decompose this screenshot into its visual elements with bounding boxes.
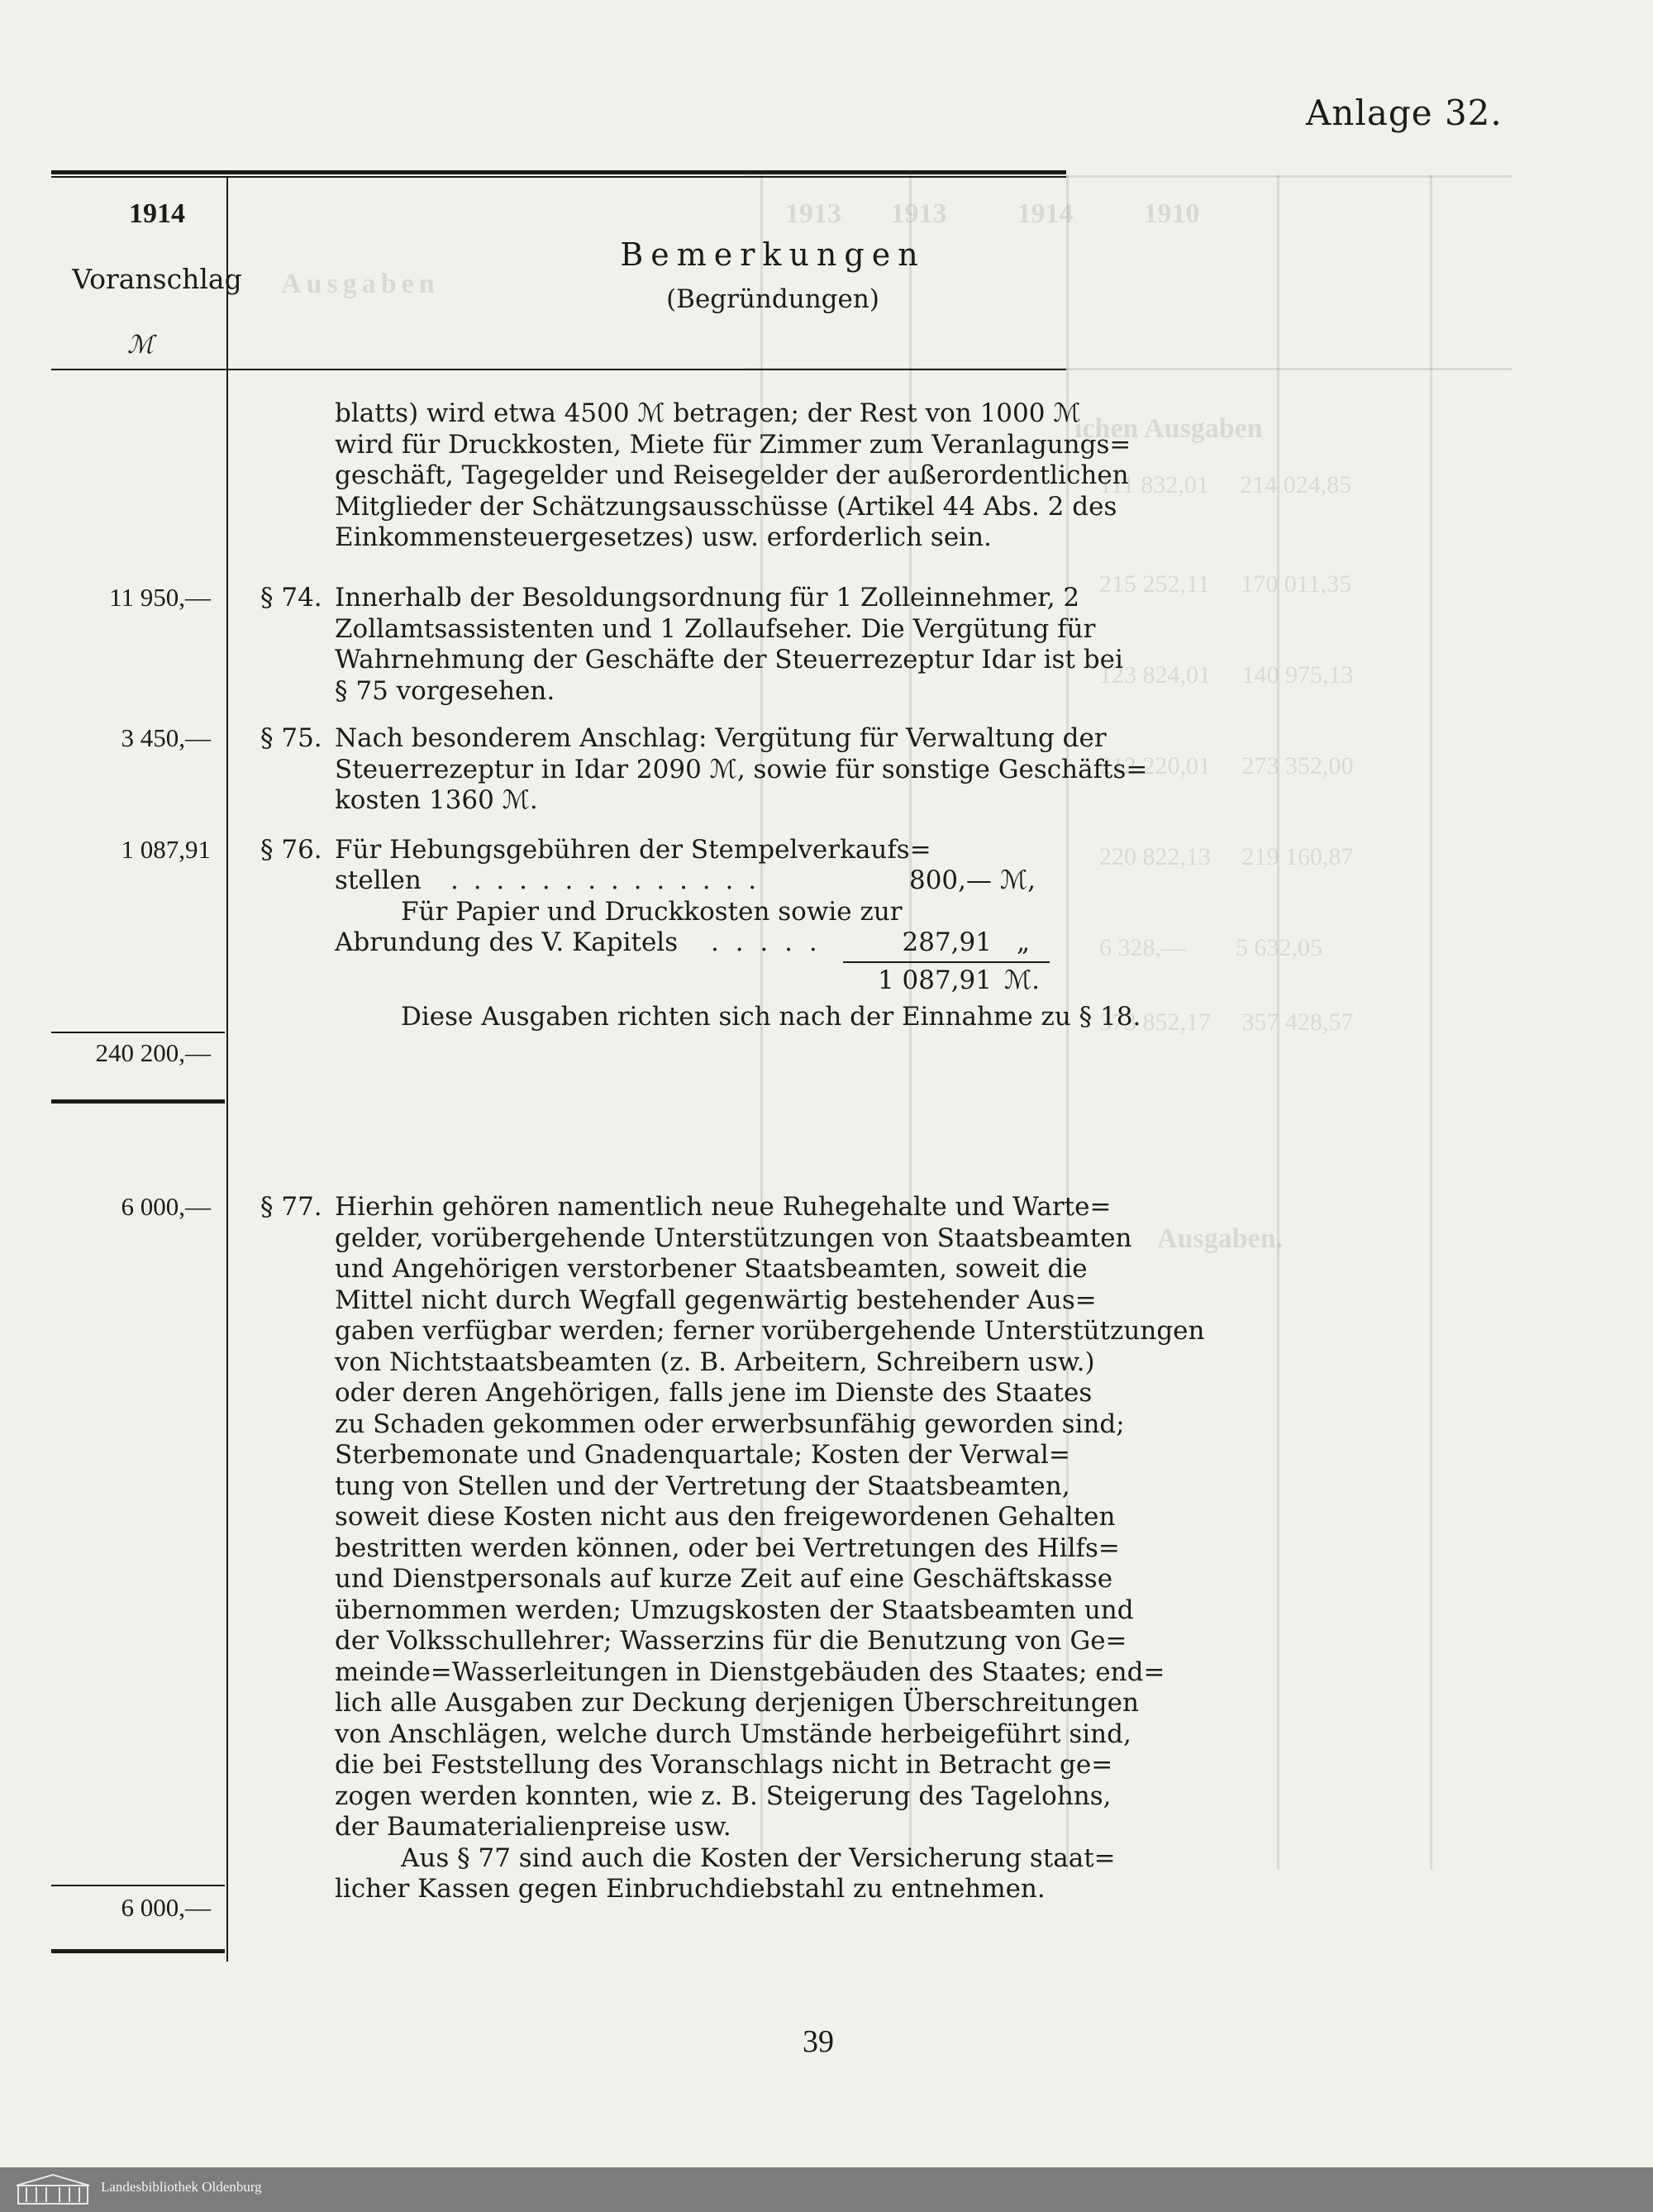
column-remarks-title: Bemerkungen (620, 236, 926, 273)
paragraph-77: § 77. (260, 1192, 322, 1222)
amount-75: 3 450,— (121, 723, 211, 752)
annex-label: Anlage 32. (1306, 93, 1503, 133)
column-voranschlag: Voranschlag (72, 263, 242, 295)
subtotal-1: 240 200,— (95, 1038, 211, 1067)
library-building-icon (15, 2172, 91, 2207)
continuation-text: blatts) wird etwa 4500 ℳ betragen; der Rest von 1000 ℳ wird für Druckkosten, Miete für Zimmer zum Veranlagungs= geschäft, Tagegelder und Reisegelder der außerordentlichen Mitglieder der Schätzungsausschüsse (Artikel 44 Abs. 2 des Einkommensteuergesetzes) usw. erforderlich sein. (335, 398, 1131, 552)
paragraph-75: § 75. (260, 723, 322, 753)
library-name: Landesbibliothek Oldenburg (101, 2179, 262, 2195)
paragraph-76: § 76. (260, 835, 322, 865)
column-year: 1914 (129, 198, 185, 229)
text-74: Innerhalb der Besoldungsordnung für 1 Zolleinnehmer, 2 Zollamtsassistenten und 1 Zollaufseher. Die Vergütung für Wahrnehmung der Geschäfte der Steuerrezeptur Idar ist bei § 75 vorgesehen. (335, 583, 1123, 706)
text-75: Nach besonderem Anschlag: Vergütung für Verwaltung der Steuerrezeptur in Idar 2090 ℳ, sowie für sonstige Geschäfts= kosten 1360 ℳ. (335, 723, 1148, 815)
text-77: Hierhin gehören namentlich neue Ruhegehalte und Warte= gelder, vorübergehende Unterstützungen von Staatsbeamten und Angehörigen verstorbener Staatsbeamten, soweit die Mittel nicht durch Wegfall gegenwärtig bestehender Aus= gaben verfügbar werden; ferner vorübergehende Unterstützungen von Nichtstaatsbeamten (z. B. Arbeitern, Schreibern usw.) oder deren Angehörigen, falls jene im Dienste des Staates zu Schaden gekommen oder erwerbsunfähig geworden sind; Sterbemonate und Gnadenquartale; Kosten der Verwal= tung von Stellen und der Vertretung der Staatsbeamten, soweit diese Kosten nicht aus den freigewordenen Gehalten bestritten werden können, oder bei Vertretungen des Hilfs= und Dienstpersonals auf kurze Zeit auf eine Geschäftskasse übernommen werden; Umzugskosten der Staatsbeamten und der Volksschullehrer; Wasserzins für die Benutzung von Ge= meinde=Wasserleitungen in Dienstgebäuden des Staates; end= lich alle Ausgaben zur Deckung derjenigen Überschreitungen von Anschlägen, welche durch Umstände herbeigeführt sind, die bei Feststellung des Voranschlags nicht in Betracht ge= zogen werden konnten, wie z. B. Steigerung des Tagelohns, der Baumaterialienpreise usw. Aus § 77 sind auch die Kosten der Versicherung staat= licher Kassen gegen Einbruchdiebstahl zu entnehmen. (335, 1192, 1205, 1904)
amount-77: 6 000,— (121, 1192, 211, 1221)
paragraph-74: § 74. (260, 583, 322, 613)
page-number: 39 (803, 2024, 834, 2059)
amount-76: 1 087,91 (121, 835, 211, 864)
subtotal-2: 6 000,— (121, 1893, 211, 1922)
column-remarks-subtitle: (Begründungen) (666, 284, 879, 314)
column-unit: ℳ (126, 331, 155, 360)
amount-74: 11 950,— (109, 583, 211, 612)
